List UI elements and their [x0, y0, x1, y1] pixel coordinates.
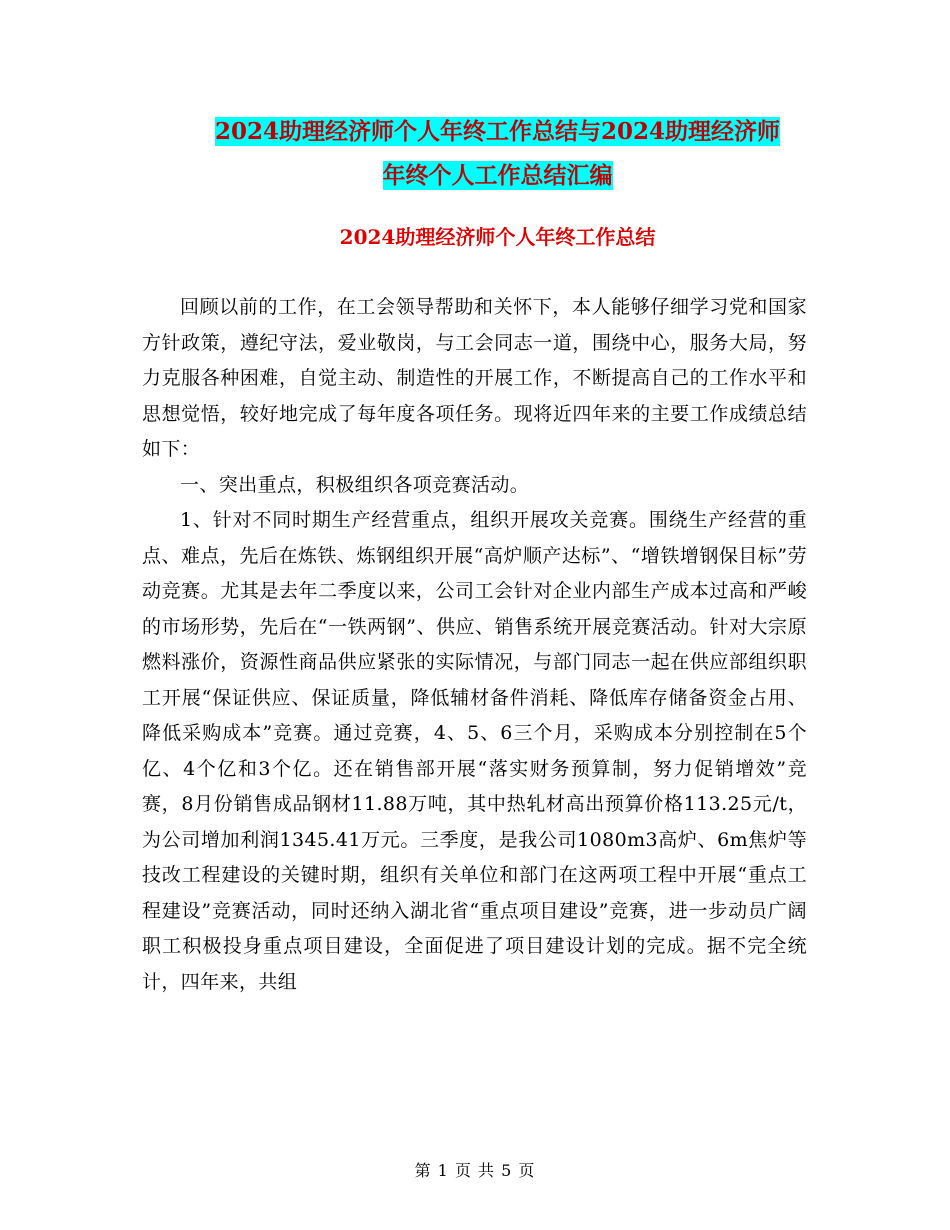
document-body — [142, 290, 807, 1000]
document-title — [140, 110, 855, 198]
document-title-line1: 2024助理经济师个人年终工作总结与2024助理经济师 — [214, 118, 781, 145]
section-title: 2024助理经济师个人年终工作总结 — [339, 225, 656, 249]
document-title-line2: 年终个人工作总结汇编 — [382, 162, 613, 189]
paragraph-intro: 回顾以前的工作，在工会领导帮助和关怀下，本人能够仔细学习党和国家方针政策，遵纪守法，爱业敬岗，与工会同志一道，围绕中心，服务大局，努力克服各种困难，自觉主动、制造性的开展工作，不断提高自己的工作水平和思想觉悟，较好地完成了每年度各项任务。现将近四年来的主要工作成绩总结如下： — [142, 296, 807, 460]
paragraph-heading-1: 一、突出重点，积极组织各项竞赛活动。 — [180, 473, 530, 496]
paragraph-item-1: 1、针对不同时期生产经营重点，组织开展攻关竞赛。围绕生产经营的重点、难点，先后在炼铁、炼钢组织开展“高炉顺产达标”、“增铁增钢保目标”劳动竞赛。尤其是去年二季度以来，公司工会针对企业内部生产成本过高和严峻的市场形势，先后在“一铁两钢”、供应、销售系统开展竞赛活动。针对大宗原燃料涨价，资源性商品供应紧张的实际情况，与部门同志一起在供应部组织职工开展“保证供应、保证质量，降低辅材备件消耗、降低库存储备资金占用、降低采购成本”竞赛。通过竞赛，4、5、6三个月，采购成本分别控制在5个亿、4个亿和3个亿。还在销售部开展“落实财务预算制，努力促销增效”竞赛，8月份销售成品钢材11.88万吨，其中热轧材高出预算价格113.25元/t，为公司增加利润1345.41万元。三季度，是我公司1080m3高炉、6m焦炉等技改工程建设的关键时期，组织有关单位和部门在这两项工程中开展“重点工程建设”竞赛活动，同时还纳入湖北省“重点项目建设”竞赛，进一步动员广阔职工积极投身重点项目建设，全面促进了项目建设计划的完成。据不完全统计，四年来，共组 — [142, 509, 807, 993]
page-footer: 第 1 页 共 5 页 — [414, 1161, 536, 1180]
